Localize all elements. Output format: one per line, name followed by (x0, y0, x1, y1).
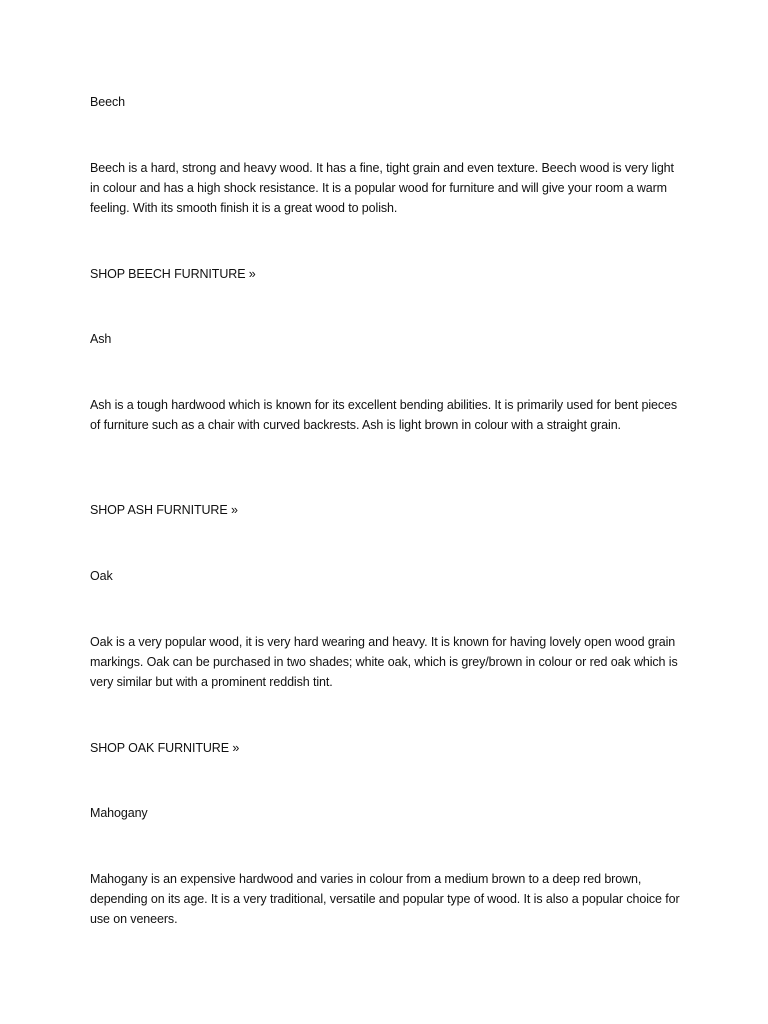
section-description-beech: Beech is a hard, strong and heavy wood. It has a fine, tight grain and even texture. Beech wood is very light in colour and has a high shock resistance. It is a popular wood for furniture and will give your room a warm feeling. With its smooth finish it is a great wood to polish. (90, 161, 674, 215)
shop-beech-link-container (90, 264, 682, 284)
section-description-oak: Oak is a very popular wood, it is very hard wearing and heavy. It is known for having lovely open wood grain markings. Oak can be purchased in two shades; white oak, which is grey/brown in colour or red oak which is very similar but with a prominent reddish tint. (90, 635, 678, 689)
shop-oak-furniture-link[interactable]: SHOP OAK FURNITURE » (90, 741, 240, 755)
section-title-ash: Ash (90, 332, 112, 346)
section-title-oak: Oak (90, 569, 113, 583)
section-description-mahogany: Mahogany is an expensive hardwood and varies in colour from a medium brown to a deep red brown, depending on its age. It is a very traditional, versatile and popular type of wood. It is also a popular choice for use on veneers. (90, 872, 680, 926)
shop-oak-link-container (90, 738, 682, 758)
section-title-beech: Beech (90, 95, 125, 109)
section-description-ash: Ash is a tough hardwood which is known for its excellent bending abilities. It is primarily used for bent pieces of furniture such as a chair with curved backrests. Ash is light brown in colour with a straight grain. (90, 398, 678, 432)
shop-ash-furniture-link[interactable]: SHOP ASH FURNITURE » (90, 503, 238, 517)
shop-beech-furniture-link[interactable]: SHOP BEECH FURNITURE » (90, 267, 256, 281)
shop-ash-link-container (90, 500, 682, 520)
section-title-mahogany: Mahogany (90, 806, 148, 820)
